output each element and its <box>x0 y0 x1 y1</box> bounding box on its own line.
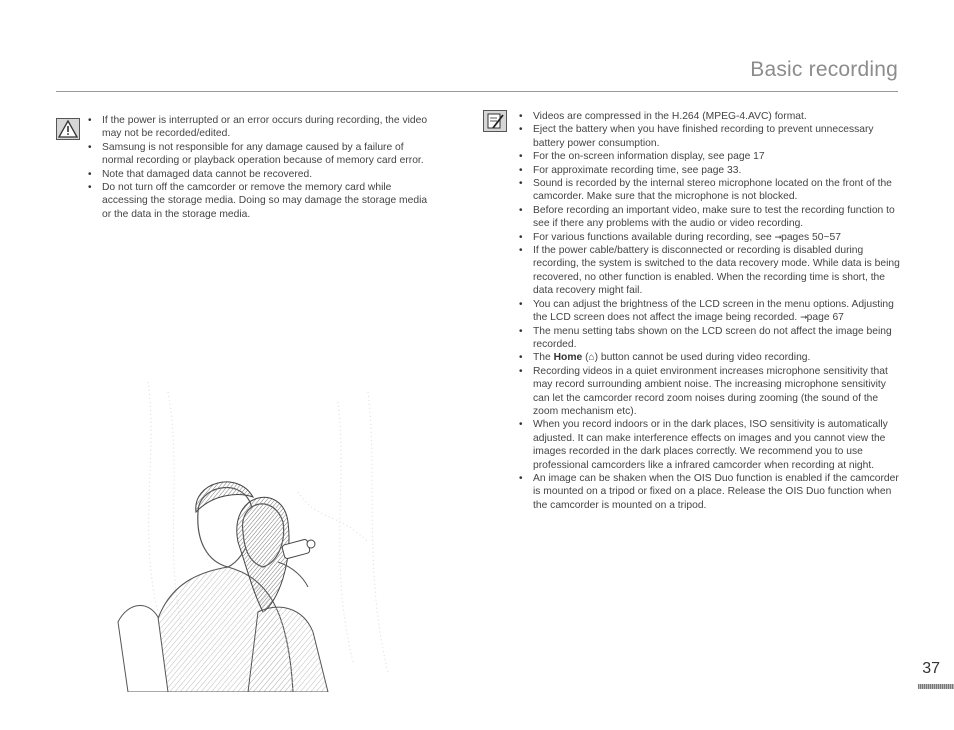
note-page-ref: pages 50~57 <box>781 231 841 243</box>
notes-list <box>483 110 903 512</box>
couple-recording-illustration <box>88 372 418 692</box>
note-item: • For the on-screen information display, see page 17 <box>519 150 903 163</box>
page-title: Basic recording <box>750 58 898 81</box>
note-item: • Sound is recorded by the internal stereo microphone located on the front of the camcorder. Make sure that the microphone is not blocked. <box>519 177 903 204</box>
note-item <box>519 298 903 325</box>
note-item: • The menu setting tabs shown on the LCD screen do not affect the image being recorded. <box>519 325 903 352</box>
home-icon: ⌂ <box>588 352 595 364</box>
note-text: The <box>533 352 554 364</box>
note-item: • Eject the battery when you have finished recording to prevent unnecessary battery power consumption. <box>519 123 903 150</box>
note-item: • The Home (⌂) button cannot be used during video recording. <box>519 351 903 364</box>
note-item: • Before recording an important video, make sure to test the recording function to see if there any problems with the audio or video recording. <box>519 204 903 231</box>
note-page-ref: page 67 <box>806 312 844 324</box>
caution-item: • Note that damaged data cannot be recovered. <box>88 168 436 181</box>
note-text: button cannot be used during video recording. <box>598 352 811 364</box>
header-divider <box>56 91 898 92</box>
home-label: Home <box>553 352 583 364</box>
note-item: • For approximate recording time, see page 33. <box>519 164 903 177</box>
note-item: • An image can be shaken when the OIS Duo function is enabled if the camcorder is mounted on a tripod or fixed on a place. Release the OIS Duo function when the camcorder is mounted on a tripod. <box>519 472 903 512</box>
page-arrow-icon: ➞ <box>800 312 807 323</box>
caution-item: • Samsung is not responsible for any damage caused by a failure of normal recording or playback operation because of memory card error. <box>88 141 436 168</box>
note-item: • Recording videos in a quiet environment increases microphone sensitivity that may record surrounding ambient noise. The increasing microphone sensitivity can let the camcorder record zoom noises during zooming (the sound of the zoom mechanism etc). <box>519 365 903 419</box>
note-text: For various functions available during recording, see <box>533 231 775 243</box>
page-arrow-icon: ➞ <box>774 231 782 242</box>
note-text: You can adjust the brightness of the LCD screen in the menu options. Adjusting the LCD screen does not affect the image being recorded. <box>533 298 894 324</box>
caution-item: • Do not turn off the camcorder or remove the memory card while accessing the storage media. Doing so may damage the storage media or the data in the storage media. <box>88 181 436 221</box>
notes-section <box>483 110 903 512</box>
caution-list <box>56 114 436 221</box>
caution-section <box>56 114 436 221</box>
page-number-bar <box>918 684 954 689</box>
note-item: • If the power cable/battery is disconnected or recording is disabled during recording, the system is switched to the data recovery mode. While data is being recovered, no other function is enabled. When the recording time is short, the data recovery might fail. <box>519 244 903 298</box>
note-item: • Videos are compressed in the H.264 (MPEG-4.AVC) format. <box>519 110 903 123</box>
note-pencil-icon <box>483 110 507 132</box>
caution-item: • If the power is interrupted or an error occurs during recording, the video may not be recorded/edited. <box>88 114 436 141</box>
page-number: 37 <box>922 660 940 677</box>
note-item <box>519 231 903 244</box>
note-item: • When you record indoors or in the dark places, ISO sensitivity is automatically adjusted. It can make interference effects on images and you cannot view the images recorded in the dark places correctly. We recommend you to use professional camcorders like a infrared camcorder when recording at night. <box>519 418 903 472</box>
warning-triangle-icon <box>56 118 80 140</box>
